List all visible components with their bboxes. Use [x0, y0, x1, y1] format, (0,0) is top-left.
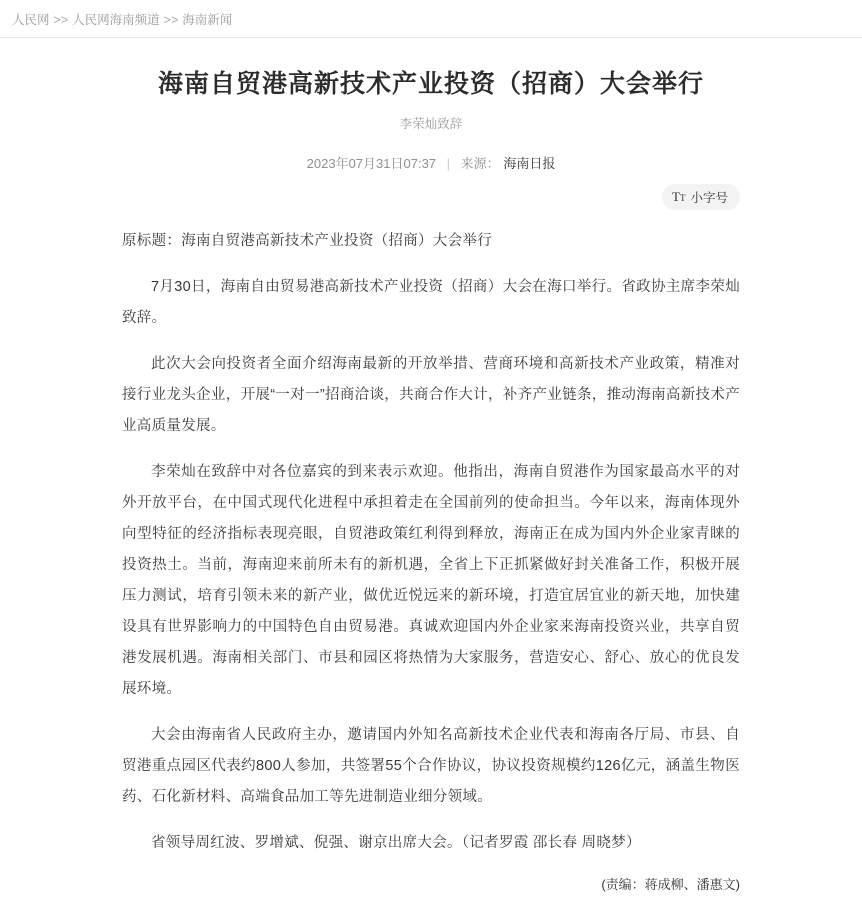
breadcrumb-item[interactable]: 海南新闻: [182, 13, 233, 27]
article-meta: [122, 153, 740, 172]
publish-date: 2023年07月31日07:37: [306, 155, 437, 171]
article-paragraph: 李荣灿在致辞中对各位嘉宾的到来表示欢迎。他指出，海南自贸港作为国家最高水平的对外开放平台，在中国式现代化进程中承担着走在全国前列的使命担当。今年以来，海南体现外向型特征的经济指标表现亮眼，自贸港政策红利得到释放，海南正在成为国内外企业家青睐的投资热土。当前，海南迎来前所未有的新机遇，全省上下正抓紧做好封关准备工作，积极开展压力测试，培育引领未来的新产业，做优近悦远来的新环境，打造宜居宜业的新天地，加快建设具有世界影响力的中国特色自由贸易港。真诚欢迎国内外企业家来海南投资兴业，共享自贸港发展机遇。海南相关部门、市县和园区将热情为大家服务，营造安心、舒心、放心的优良发展环境。: [122, 463, 740, 697]
breadcrumb-item[interactable]: 人民网: [12, 13, 50, 27]
article-toolbar: [122, 184, 740, 208]
meta-separator: |: [446, 155, 451, 171]
font-size-icon: T T: [672, 188, 686, 204]
font-size-label: 小字号: [690, 190, 728, 205]
breadcrumb-separator: >>: [53, 13, 69, 27]
article-body: [122, 226, 740, 859]
font-size-button[interactable]: [662, 184, 740, 210]
page-title: 海南自贸港高新技术产业投资（招商）大会举行: [157, 70, 704, 98]
breadcrumb: [0, 0, 862, 38]
article-paragraph: 原标题：海南自贸港高新技术产业投资（招商）大会举行: [122, 232, 492, 249]
article-paragraph: 大会由海南省人民政府主办，邀请国内外知名高新技术企业代表和海南各厅局、市县、自贸港重点园区代表约800人参加，共签署55个合作协议，协议投资规模约126亿元，涵盖生物医药、石化新材料、高端食品加工等先进制造业细分领域。: [122, 726, 740, 805]
article-subtitle: 李荣灿致辞: [399, 116, 463, 131]
breadcrumb-separator: >>: [163, 13, 179, 27]
source-label: 来源：: [460, 155, 500, 171]
editor-credits: (责编：蒋成柳、潘惠文): [601, 876, 740, 892]
article-paragraph: 7月30日，海南自由贸易港高新技术产业投资（招商）大会在海口举行。省政协主席李荣灿致辞。: [122, 278, 740, 326]
article-paragraph: 省领导周红波、罗增斌、倪强、谢京出席大会。（记者罗霞 邵长春 周晓梦）: [151, 834, 641, 851]
article-content: [122, 68, 740, 917]
article-paragraph: 此次大会向投资者全面介绍海南最新的开放举措、营商环境和高新技术产业政策，精准对接行业龙头企业，开展“一对一”招商洽谈，共商合作大计，补齐产业链条，推动海南高新技术产业高质量发展。: [122, 355, 740, 434]
source-link[interactable]: 海南日报: [503, 155, 556, 171]
breadcrumb-item[interactable]: 人民网海南频道: [72, 13, 160, 27]
